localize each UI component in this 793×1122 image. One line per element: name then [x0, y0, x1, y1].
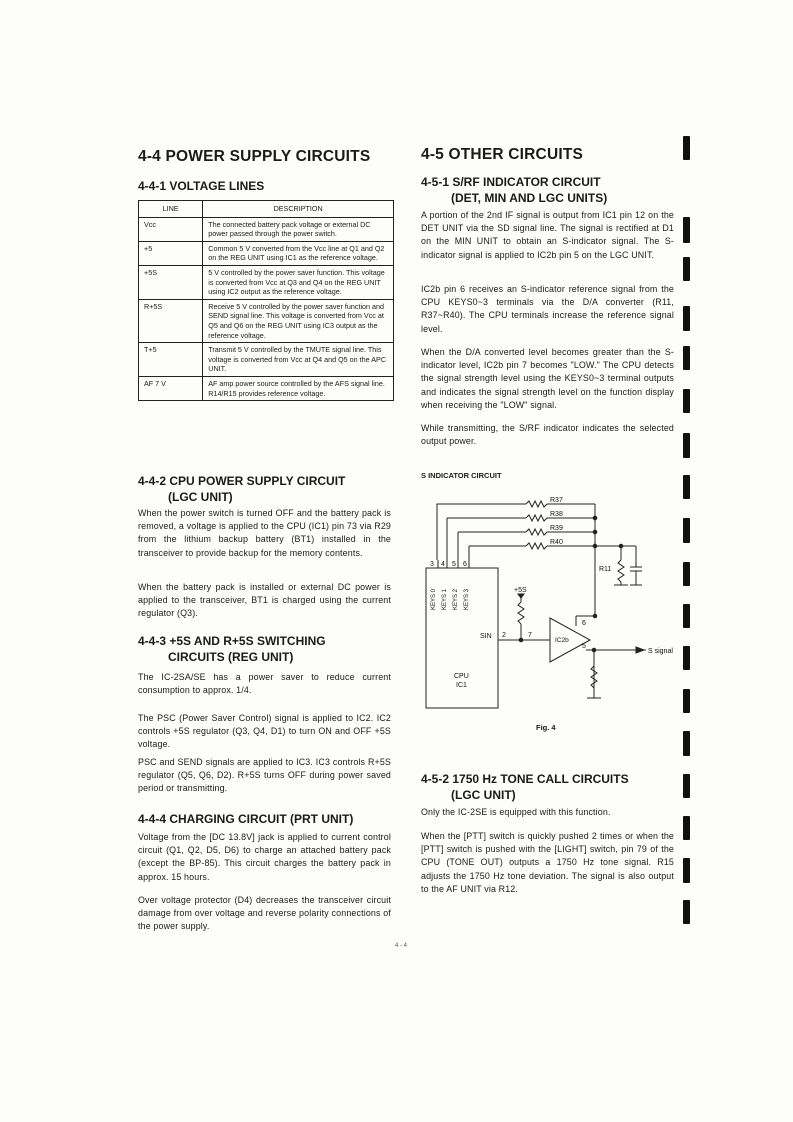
- s-rf-paragraph-2: IC2b pin 6 receives an S-indicator reference signal from the CPU KEYS0~3 terminals via the D/A converter (R11, R37~R40). The CPU terminals increase the reference signal level.: [421, 284, 674, 334]
- margin-tab-marker: [683, 389, 690, 413]
- section-title-other-circuits: 4-5 OTHER CIRCUITS: [421, 146, 584, 163]
- keys-label: KEYS 2: [453, 588, 459, 610]
- pin-label: 6: [463, 561, 467, 568]
- margin-tab-marker: [683, 257, 690, 281]
- description-cell: The connected battery pack voltage or external DC power passed through the power switch.: [203, 217, 394, 241]
- description-cell: 5 V controlled by the power saver function. This voltage is converted from Vcc at Q3 and Q4 on the REG UNIT using IC2 output as the reference voltage.: [203, 265, 394, 299]
- line-cell: +5S: [139, 265, 203, 299]
- ic-label: IC2b: [555, 637, 569, 644]
- sin-label: SIN: [480, 633, 492, 640]
- pin7-label: 7: [528, 632, 532, 639]
- voltage-lines-table: [138, 200, 394, 401]
- cpu-power-paragraph-1: When the power switch is turned OFF and the battery pack is removed, a voltage is applied to the CPU (IC1) pin 73 via R29 from the lithium backup battery (BT1) installed in the transceiver to provide backup for the memory contents.: [138, 508, 391, 558]
- subsection-title-line2: (LGC UNIT): [451, 788, 516, 802]
- line-cell: T+5: [139, 343, 203, 377]
- switching-paragraph-3: PSC and SEND signals are applied to IC3. IC3 controls R+5S regulator (Q5, Q6, D2). R+5S turns OFF during power saved period or transmitting.: [138, 757, 391, 794]
- margin-tab-marker: [683, 217, 690, 243]
- line-cell: R+5S: [139, 299, 203, 342]
- subsection-title-line1: 4-5-2 1750 Hz TONE CALL CIRCUITS: [421, 772, 629, 786]
- subsection-title-line1: 4-4-2 CPU POWER SUPPLY CIRCUIT: [138, 474, 346, 488]
- switching-paragraph-2: The PSC (Power Saver Control) signal is applied to IC2. IC2 controls +5S regulator (Q3, Q4, D1) to turn ON and OFF +5S voltage.: [138, 713, 391, 750]
- margin-tab-marker: [683, 604, 690, 628]
- s-rf-paragraph-4: While transmitting, the S/RF indicator indicates the selected output power.: [421, 423, 674, 447]
- table-row: [139, 376, 394, 400]
- margin-tab-marker: [683, 858, 690, 883]
- s-rf-paragraph-3: When the D/A converted level becomes greater than the S-indicator level, IC2b pin 7 becomes "LOW." The CPU detects the signal strength level using the KEYS0~3 terminal outputs and indicates the signal strength level on the function display when receiving the "LOW" signal.: [421, 347, 674, 410]
- table-header-line: LINE: [139, 201, 203, 218]
- margin-tab-marker: [683, 306, 690, 331]
- tone-call-paragraph-2: When the [PTT] switch is quickly pushed 2 times or when the [PTT] switch is pushed with the [LIGHT] switch, pin 79 of the CPU (TONE OUT) outputs a 1750 Hz tone signal. R15 adjusts the 1750 Hz tone deviation. The signal is also output to the AF UNIT via R12.: [421, 831, 674, 894]
- margin-tab-marker: [683, 689, 690, 713]
- subsection-title-line2: (LGC UNIT): [168, 490, 233, 504]
- keys-label: KEYS 3: [464, 588, 470, 610]
- subsection-title-cpu-power: [138, 473, 345, 505]
- subsection-title-line2: CIRCUITS (REG UNIT): [168, 650, 294, 664]
- charging-paragraph-2: Over voltage protector (D4) decreases the transceiver circuit damage from over voltage and reverse polarity connections of the power supply.: [138, 895, 391, 932]
- switching-paragraph-1: The IC-2SA/SE has a power saver to reduce current consumption to approx. 1/4.: [138, 672, 391, 696]
- table-header-description: DESCRIPTION: [203, 201, 394, 218]
- pin5-label: 5: [582, 643, 586, 650]
- line-cell: Vcc: [139, 217, 203, 241]
- resistor-label: R39: [550, 525, 563, 532]
- table-row: [139, 343, 394, 377]
- pin-label: 5: [452, 561, 456, 568]
- margin-tab-marker: [683, 774, 690, 798]
- subsection-title-line1: 4-4-3 +5S AND R+5S SWITCHING: [138, 634, 326, 648]
- table-row: [139, 299, 394, 342]
- cpu-label: CPU: [454, 673, 469, 680]
- line-cell: AF 7 V: [139, 376, 203, 400]
- tone-call-paragraph-1: Only the IC-2SE is equipped with this function.: [421, 807, 611, 817]
- description-cell: AF amp power source controlled by the AFS signal line. R14/R15 provides reference voltage.: [203, 376, 394, 400]
- resistor-label: R37: [550, 497, 563, 504]
- resistor-label: R40: [550, 539, 563, 546]
- figure-caption: Fig. 4: [536, 723, 556, 732]
- subsection-title-tone-call: [421, 771, 629, 803]
- vplus-label: +5S: [514, 587, 527, 594]
- margin-tab-marker: [683, 518, 690, 543]
- pin-label: 3: [430, 561, 434, 568]
- margin-tab-marker: [683, 433, 690, 458]
- margin-tab-marker: [683, 562, 690, 586]
- table-header-row: [139, 201, 394, 218]
- subsection-title-switching: [138, 633, 326, 665]
- s-signal-label: S signal: [648, 648, 673, 655]
- description-cell: Transmit 5 V controlled by the TMUTE signal line. This voltage is converted from Vcc at Q4 and Q5 on the APC UNIT.: [203, 343, 394, 377]
- description-cell: Common 5 V converted from the Vcc line at Q1 and Q2 on the REG UNIT using IC1 as the reference voltage.: [203, 241, 394, 265]
- pin2-label: 2: [502, 632, 506, 639]
- table-row: [139, 265, 394, 299]
- subsection-title-voltage-lines: 4-4-1 VOLTAGE LINES: [138, 179, 265, 193]
- cpu-power-paragraph-2: When the battery pack is installed or external DC power is applied to the transceiver, BT1 is charged using the current regulator (Q3).: [138, 582, 391, 619]
- resistor-label: R38: [550, 511, 563, 518]
- s-indicator-circuit-diagram: [418, 490, 678, 740]
- page-number-marks: 4 - 4: [395, 943, 408, 949]
- description-cell: Receive 5 V controlled by the power saver function and SEND signal line. This voltage is converted from Vcc at Q5 and Q6 on the REG UNIT using IC3 output as the reference voltage.: [203, 299, 394, 342]
- subsection-title-line2: (DET, MIN AND LGC UNITS): [451, 191, 608, 205]
- keys-label: KEYS 0: [431, 588, 437, 610]
- subsection-title-charging: 4-4-4 CHARGING CIRCUIT (PRT UNIT): [138, 812, 354, 826]
- margin-tab-marker: [683, 731, 690, 756]
- s-rf-paragraph-1: A portion of the 2nd IF signal is output from IC1 pin 12 on the DET UNIT via the SD signal line. The signal is rectified at D1 on the MIN UNIT to obtain an S-indicator signal. The S-indicator signal is applied to IC2b pin 5 on the LGC UNIT.: [421, 210, 674, 260]
- table-row: [139, 217, 394, 241]
- subsection-title-s-rf-indicator: [421, 174, 607, 206]
- charging-paragraph-1: Voltage from the [DC 13.8V] jack is applied to current control circuit (Q1, Q2, D5, D6) to charge an attached battery pack (except the BP-85). This circuit charges the battery pack in approx. 15 hours.: [138, 832, 391, 882]
- r11-label: R11: [599, 566, 612, 573]
- margin-tab-marker: [683, 346, 690, 370]
- section-title-power-supply: 4-4 POWER SUPPLY CIRCUITS: [138, 148, 371, 165]
- cpu-ic-label: IC1: [456, 682, 467, 689]
- pin-label: 4: [441, 561, 445, 568]
- line-cell: +5: [139, 241, 203, 265]
- margin-tab-marker: [683, 900, 690, 924]
- keys-label: KEYS 1: [442, 588, 448, 610]
- margin-tab-marker: [683, 816, 690, 840]
- margin-tab-marker: [683, 646, 690, 670]
- table-row: [139, 241, 394, 265]
- margin-tab-marker: [683, 136, 690, 160]
- subsection-title-line1: 4-5-1 S/RF INDICATOR CIRCUIT: [421, 175, 601, 189]
- margin-tab-marker: [683, 475, 690, 499]
- figure-title: S INDICATOR CIRCUIT: [421, 471, 502, 480]
- pin6-label: 6: [582, 620, 586, 627]
